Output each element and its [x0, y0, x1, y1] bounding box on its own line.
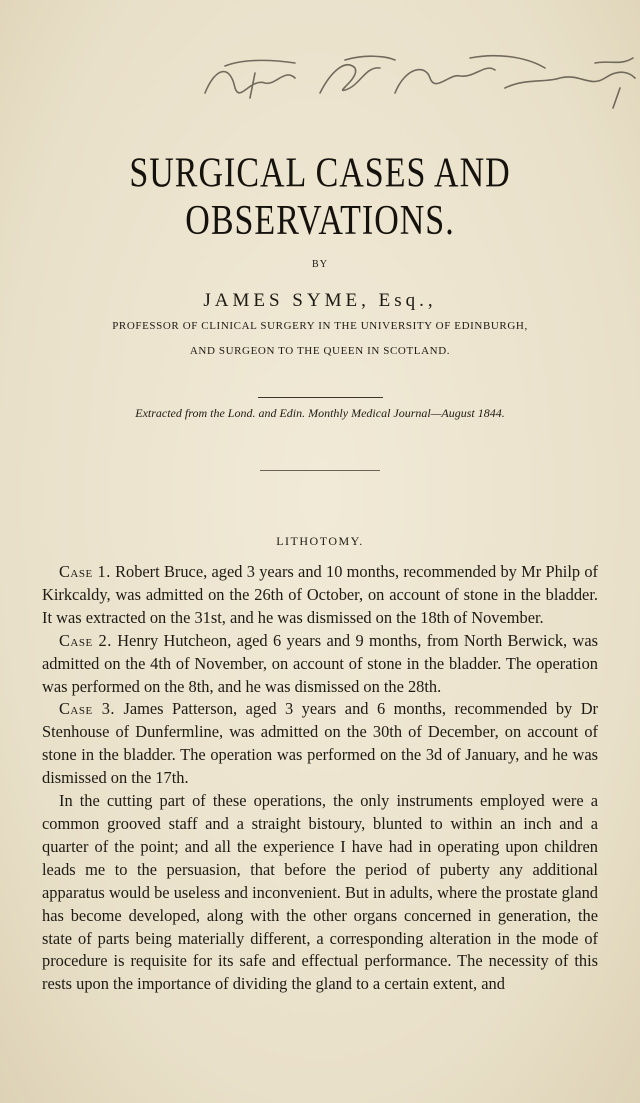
case-paragraph: [42, 561, 598, 630]
case-text: James Patterson, aged 3 years and 6 months, recommended by Dr Stenhouse of Dunfermline, was admitted on the 30th of December, on account of stone in the bladder. The operation was performed on the 3d of January, and he was dismissed on the 17th.: [42, 699, 598, 788]
case-paragraph: [42, 630, 598, 699]
source-note: Extracted from the Lond. and Edin. Monthly Medical Journal—August 1844.: [135, 406, 505, 420]
author-affiliation-line-1: PROFESSOR OF CLINICAL SURGERY IN THE UNIVERSITY OF EDINBURGH,: [112, 320, 528, 332]
page-title: SURGICAL CASES AND OBSERVATIONS.: [129, 150, 511, 244]
discussion-paragraph: In the cutting part of these operations, the only instruments employed were a common grooved staff and a straight bistoury, blunted to within an inch and a quarter of the point; and all the experience I have had in operating upon children leads me to the persuasion, that before the period of puberty any additional apparatus would be useless and inconvenient. But in adults, where the prostate gland has become developed, along with the other organs concerned in generation, the state of parts being materially different, a corresponding alteration in the mode of procedure is requisite for its safe and effectual performance. The necessity of this rests upon the importance of dividing the gland to a certain extent, and: [42, 791, 598, 994]
case-label: Case 3.: [59, 699, 115, 719]
handwritten-signature: [195, 48, 640, 118]
author-name: JAMES SYME, Esq.,: [203, 290, 437, 311]
section-heading: LITHOTOMY.: [276, 534, 364, 548]
article-body: [42, 561, 598, 996]
author-affiliation-line-2: AND SURGEON TO THE QUEEN IN SCOTLAND.: [189, 345, 451, 357]
byline-label: BY: [312, 259, 328, 270]
divider-rule-bottom: [260, 470, 380, 471]
divider-rule-top: [258, 397, 383, 398]
case-label: Case 2.: [59, 630, 112, 650]
case-text: Henry Hutcheon, aged 6 years and 9 months, from North Berwick, was admitted on the 4th of November, on account of stone in the bladder. The operation was performed on the 8th, and he was dismissed on the 28th.: [42, 630, 598, 696]
case-label: Case 1.: [59, 562, 111, 581]
case-paragraph: [42, 698, 598, 790]
case-text: Robert Bruce, aged 3 years and 10 months, recommended by Mr Philp of Kirkcaldy, was admitted on the 26th of October, on account of stone in the bladder. It was extracted on the 31st, and he was dismissed on the 18th of November.: [42, 562, 598, 627]
